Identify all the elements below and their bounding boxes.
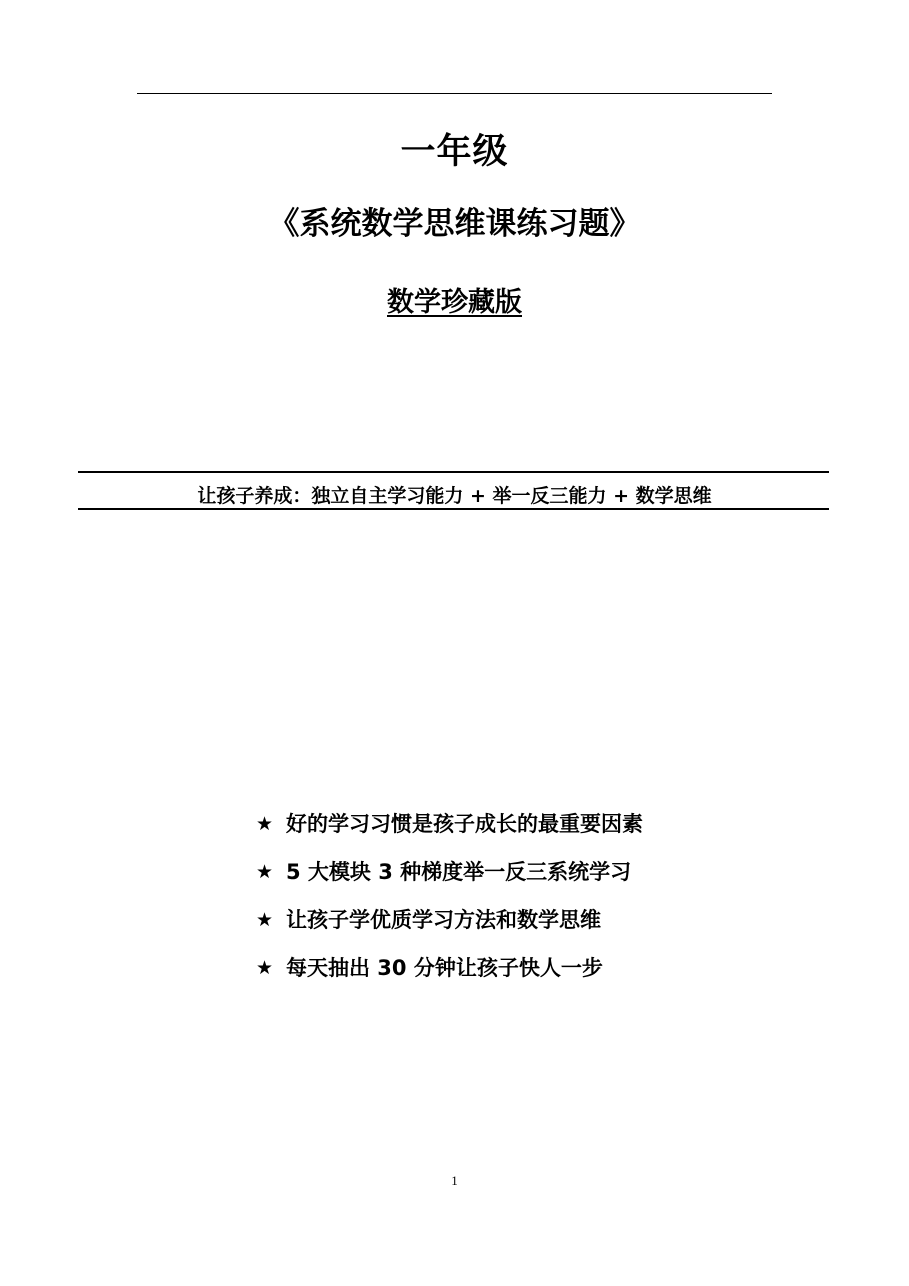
grade-heading: 一年级 <box>400 132 509 172</box>
feature-text: 让孩子学优质学习方法和数学思维 <box>286 908 601 932</box>
star-icon: ★ <box>256 813 274 835</box>
feature-item <box>256 810 643 858</box>
star-icon: ★ <box>256 957 274 979</box>
feature-list <box>256 810 643 1002</box>
edition-text: 数学珍藏版 <box>387 287 522 318</box>
slogan: 让孩子养成：独立自主学习能力 + 举一反三能力 + 数学思维 <box>197 485 712 507</box>
feature-item <box>256 954 643 1002</box>
feature-text: 好的学习习惯是孩子成长的最重要因素 <box>286 812 643 836</box>
slogan-bottom-rule <box>78 508 829 510</box>
feature-item <box>256 858 643 906</box>
feature-item <box>256 906 643 954</box>
star-icon: ★ <box>256 909 274 931</box>
feature-text: 5 大模块 3 种梯度举一反三系统学习 <box>286 860 632 884</box>
page-number: 1 <box>451 1173 458 1188</box>
book-title: 《系统数学思维课练习题》 <box>268 206 641 242</box>
edition-label <box>0 280 909 319</box>
header-rule <box>137 93 772 94</box>
star-icon: ★ <box>256 861 274 883</box>
feature-text: 每天抽出 30 分钟让孩子快人一步 <box>286 956 603 980</box>
slogan-top-rule <box>78 471 829 473</box>
